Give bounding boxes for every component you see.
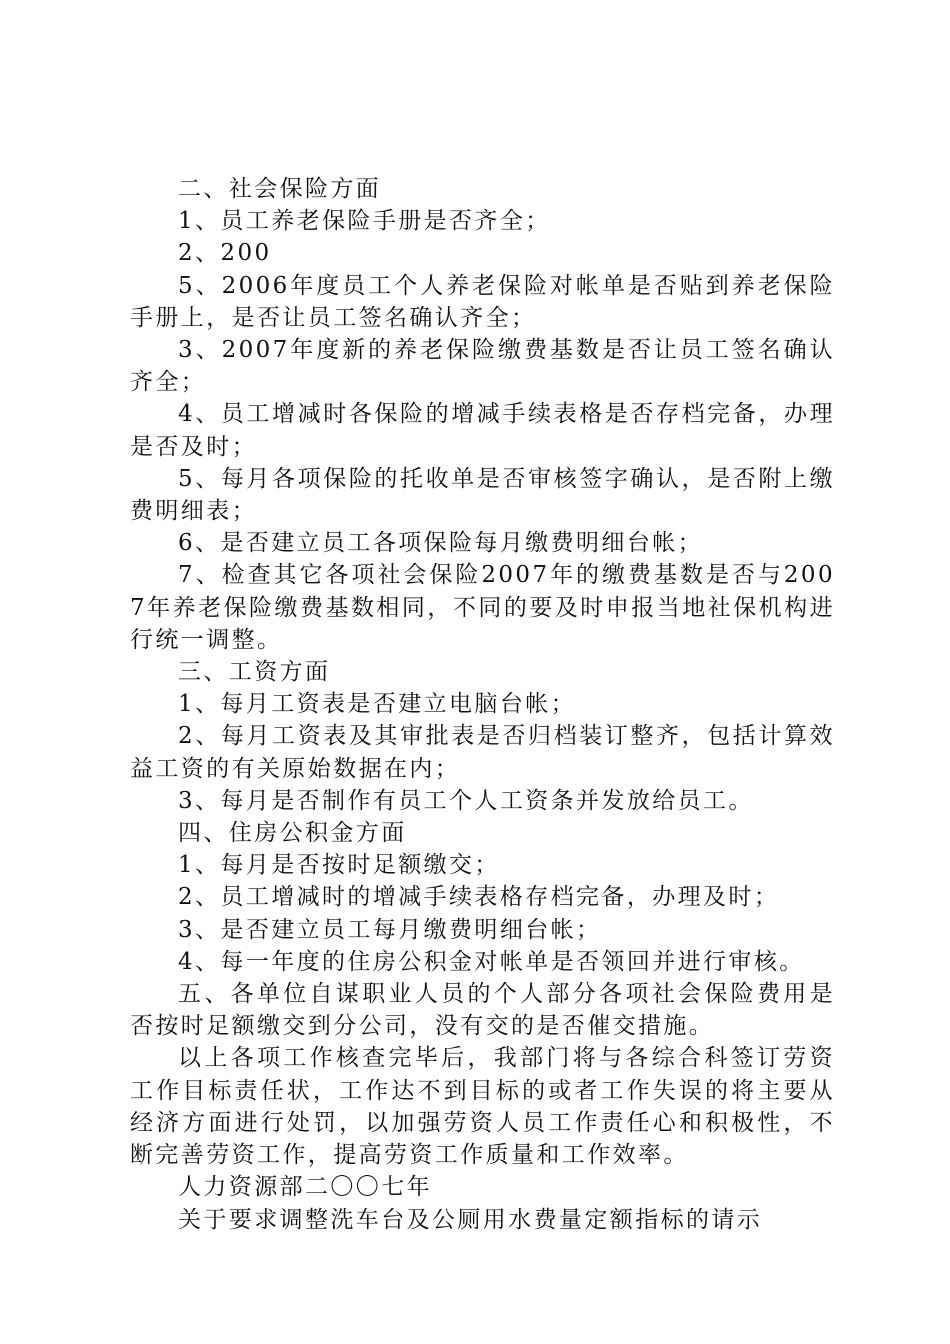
list-item: 5、每月各项保险的托收单是否审核签字确认，是否附上缴费明细表； [130, 465, 835, 525]
signature-line: 人力资源部二〇〇七年 [178, 1174, 432, 1201]
list-item: 6、是否建立员工各项保险每月缴费明细台帐； [178, 530, 704, 557]
list-item: 2、每月工资表及其审批表是否归档装订整齐，包括计算效益工资的有关原始数据在内； [130, 723, 835, 782]
section-heading-housing-fund: 四、住房公积金方面 [178, 820, 407, 847]
summary-paragraph: 以上各项工作核查完毕后，我部门将与各综合科签订劳资工作目标责任状，工作达不到目标的或者工作失误的将主要从经济方面进行处罚，以加强劳资人员工作责任心和积极性，不断完善劳资工作，提高劳资工作质量和工作效率。 [130, 1045, 835, 1169]
list-item: 4、员工增减时各保险的增减手续表格是否存档完备，办理是否及时； [130, 401, 835, 460]
list-item: 2、员工增减时的增减手续表格存档完备，办理及时； [178, 884, 780, 911]
list-item: 5、2006年度员工个人养老保险对帐单是否贴到养老保险手册上，是否让员工签名确认齐全； [130, 272, 835, 331]
list-item: 2、200 [178, 240, 272, 267]
list-item: 7、检查其它各项社会保险2007年的缴费基数是否与2007年养老保险缴费基数相同，不同的要及时申报当地社保机构进行统一调整。 [130, 562, 835, 653]
list-item: 3、每月是否制作有员工个人工资条并发放给员工。 [178, 787, 754, 814]
list-item: 1、员工养老保险手册是否齐全； [178, 208, 551, 235]
list-item: 3、2007年度新的养老保险缴费基数是否让员工签名确认齐全； [130, 337, 835, 396]
list-item: 1、每月工资表是否建立电脑台帐； [178, 691, 577, 718]
list-item: 3、是否建立员工每月缴费明细台帐； [178, 916, 602, 943]
document-body [130, 173, 835, 1236]
list-item: 4、每一年度的住房公积金对帐单是否领回并进行审核。 [178, 948, 805, 975]
list-item: 1、每月是否按时足额缴交； [178, 852, 500, 879]
section-five-paragraph: 五、各单位自谋职业人员的个人部分各项社会保险费用是否按时足额缴交到分公司，没有交的是否催交措施。 [130, 981, 835, 1040]
section-heading-wages: 三、工资方面 [178, 659, 331, 686]
next-document-title: 关于要求调整洗车台及公厕用水费量定额指标的请示 [178, 1206, 763, 1233]
section-heading-social-insurance: 二、社会保险方面 [178, 176, 382, 202]
